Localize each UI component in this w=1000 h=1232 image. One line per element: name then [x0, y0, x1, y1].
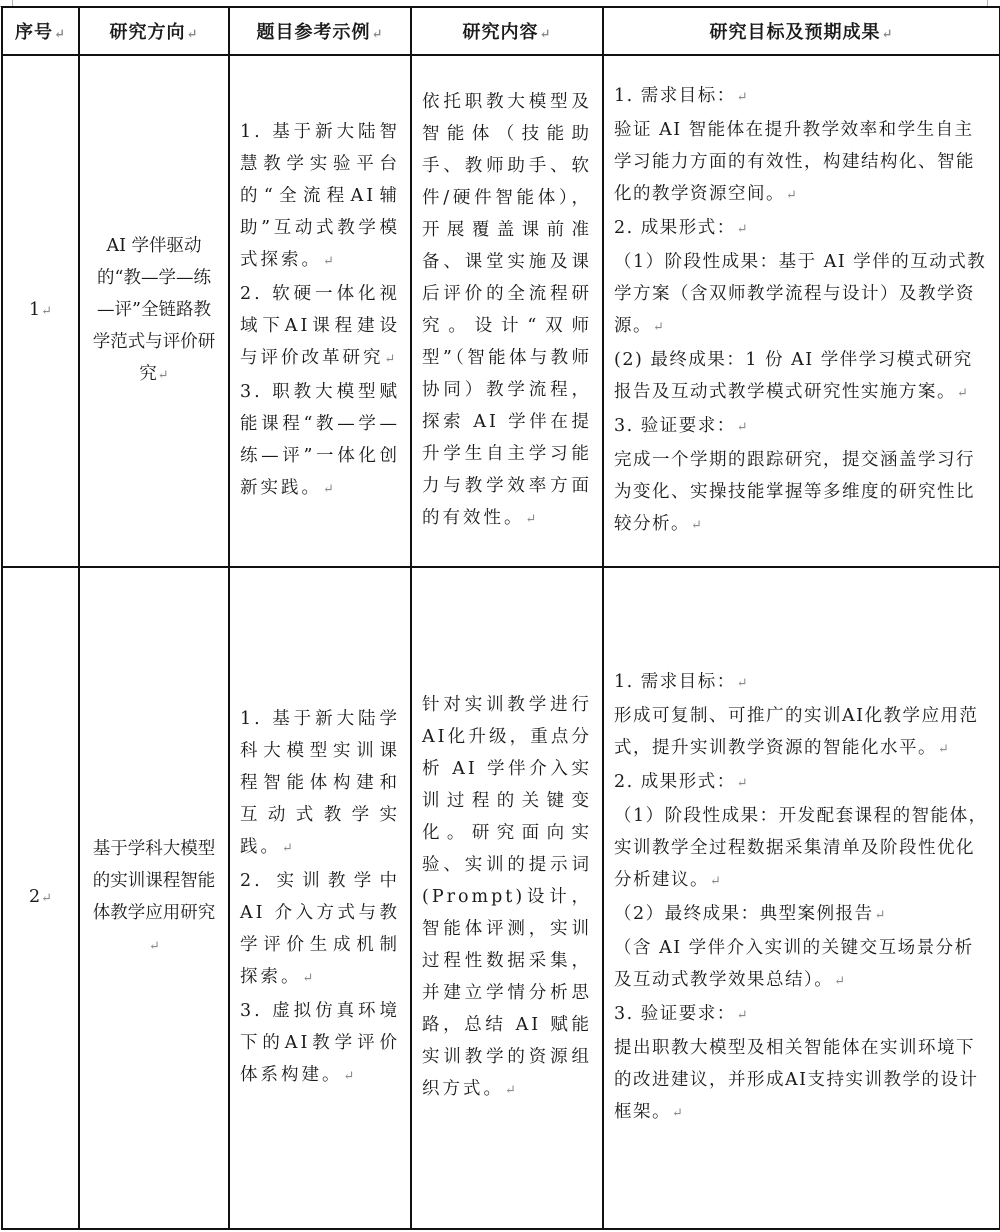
header-direction[interactable]: 研究方向↵	[79, 7, 229, 55]
paragraph-mark-icon: ↵	[323, 482, 337, 497]
paragraph-mark-icon: ↵	[653, 320, 666, 335]
goal-text	[614, 114, 989, 212]
paragraph-mark-icon: ↵	[41, 304, 53, 319]
text-run: 完成一个学期的跟踪研究，提交涵盖学习行为变化、实操技能掌握等多维度的研究性比较分析。	[614, 450, 975, 534]
topic-item	[240, 703, 400, 865]
topic-item	[240, 278, 400, 376]
paragraph-mark-icon: ↵	[672, 1106, 685, 1121]
goal-heading	[614, 666, 989, 700]
paragraph-mark-icon: ↵	[282, 841, 296, 856]
paragraph-mark-icon: ↵	[710, 874, 723, 889]
goal-text	[614, 898, 989, 932]
paragraph-mark-icon: ↵	[343, 1069, 358, 1084]
goal-heading	[614, 80, 989, 114]
text-run: 2. 软硬一体化视域下AI课程建设与评价改革研究	[240, 284, 400, 368]
paragraph-mark-icon: ↵	[736, 676, 750, 691]
goal-text	[614, 932, 989, 998]
header-topic-examples[interactable]: 题目参考示例↵	[229, 7, 411, 55]
paragraph-mark-icon: ↵	[736, 776, 750, 791]
paragraph-mark-icon: ↵	[691, 518, 704, 533]
paragraph-mark-icon: ↵	[736, 222, 750, 237]
topic-item	[240, 995, 400, 1093]
cell-topic-examples[interactable]	[229, 55, 411, 567]
paragraph-mark-icon: ↵	[525, 512, 540, 527]
paragraph-mark-icon: ↵	[957, 386, 970, 401]
text-run: 验证 AI 智能体在提升教学效率和学生自主学习能力方面的有效性，构建结构化、智能化的教学资源空间。	[614, 120, 975, 204]
text-run: （1）阶段性成果：基于 AI 学伴的互动式教学方案（含双师教学流程与设计）及教学资源。	[614, 252, 987, 336]
header-goals[interactable]: 研究目标及预期成果↵	[603, 7, 1000, 55]
topic-item	[240, 865, 400, 995]
paragraph-mark-icon: ↵	[505, 1083, 519, 1098]
paragraph-mark-icon: ↵	[874, 908, 888, 923]
text-run: 1. 需求目标：	[614, 672, 736, 692]
text-run: 2. 成果形式：	[614, 218, 736, 238]
paragraph-mark-icon: ↵	[786, 188, 799, 203]
goal-text	[614, 344, 989, 410]
table-row	[2, 55, 1000, 567]
paragraph-mark-icon: ↵	[736, 1008, 750, 1023]
goal-text	[614, 1032, 989, 1130]
text-run: 3. 验证要求：	[614, 1004, 736, 1024]
cell-direction[interactable]: 基于学科大模型的实训课程智能体教学应用研究↵	[79, 567, 229, 1229]
text-run: 3. 虚拟仿真环境下的AI教学评价体系构建。	[240, 1001, 400, 1085]
paragraph-mark-icon: ↵	[881, 27, 894, 42]
goal-heading	[614, 212, 989, 246]
goal-text	[614, 246, 989, 344]
cell-goals[interactable]	[603, 567, 1000, 1229]
header-number[interactable]: 序号↵	[2, 7, 79, 55]
paragraph-mark-icon: ↵	[736, 420, 750, 435]
paragraph-mark-icon: ↵	[54, 27, 66, 42]
goal-text	[614, 800, 989, 898]
paragraph-mark-icon: ↵	[371, 27, 384, 42]
goal-text	[614, 700, 989, 766]
text-run: 3. 验证要求：	[614, 416, 736, 436]
goal-heading	[614, 766, 989, 800]
goal-heading	[614, 998, 989, 1032]
paragraph-mark-icon: ↵	[938, 742, 951, 757]
table-row	[2, 567, 1000, 1229]
text-run: 形成可复制、可推广的实训AI化教学应用范式，提升实训教学资源的智能化水平。	[614, 706, 979, 758]
topic-item	[240, 116, 400, 278]
cell-goals[interactable]	[603, 55, 1000, 567]
cell-number[interactable]: 2↵	[2, 567, 79, 1229]
text-run: （1）阶段性成果：开发配套课程的智能体，实训教学全过程数据采集清单及阶段性优化分析建议。	[614, 806, 988, 890]
paragraph-mark-icon: ↵	[834, 974, 847, 989]
research-topics-table	[1, 6, 1000, 1230]
text-run: 2. 实训教学中 AI 介入方式与教学评价生成机制探索。	[240, 871, 400, 987]
goal-heading	[614, 410, 989, 444]
cell-content[interactable]: 依托职教大模型及智能体（技能助手、教师助手、软件/硬件智能体），开展覆盖课前准备、课堂实施及课后评价的全流程研究。设计“双师型”（智能体与教师协同）教学流程，探索 AI 学伴在提升学生自主学习能力与教学效率方面的有效性。↵	[411, 55, 603, 567]
text-run: （含 AI 学伴介入实训的关键交互场景分析及互动式教学效果总结）。	[614, 938, 974, 990]
cell-topic-examples[interactable]	[229, 567, 411, 1229]
text-run: 1. 基于新大陆学科大模型实训课程智能体构建和互动式教学实践。	[240, 709, 400, 857]
header-content[interactable]: 研究内容↵	[411, 7, 603, 55]
topic-item	[240, 376, 400, 506]
cell-number[interactable]: 1↵	[2, 55, 79, 567]
paragraph-mark-icon: ↵	[157, 368, 169, 383]
paragraph-mark-icon: ↵	[149, 939, 160, 954]
text-run: 提出职教大模型及相关智能体在实训环境下的改进建议，并形成AI支持实训教学的设计框架。	[614, 1038, 979, 1122]
cell-direction[interactable]: AI 学伴驱动的“教—学—练—评”全链路教学范式与评价研究↵	[79, 55, 229, 567]
paragraph-mark-icon: ↵	[41, 891, 53, 906]
text-run: （2）最终成果：典型案例报告	[614, 904, 874, 924]
text-run: 3. 职教大模型赋能课程“教—学—练—评”一体化创新实践。	[240, 382, 400, 498]
paragraph-mark-icon: ↵	[539, 27, 552, 42]
text-run: 2. 成果形式：	[614, 772, 736, 792]
paragraph-mark-icon: ↵	[186, 27, 199, 42]
goal-text	[614, 444, 989, 542]
text-run: 1. 需求目标：	[614, 86, 736, 106]
paragraph-mark-icon: ↵	[384, 352, 399, 367]
paragraph-mark-icon: ↵	[736, 90, 750, 105]
cell-content[interactable]: 针对实训教学进行AI化升级，重点分析 AI 学伴介入实训过程的关键变化。研究面向实验、实训的提示词(Prompt)设计，智能体评测，实训过程性数据采集，并建立学情分析思路，总结 AI 赋能实训教学的资源组织方式。↵	[411, 567, 603, 1229]
paragraph-mark-icon: ↵	[302, 971, 317, 986]
paragraph-mark-icon: ↵	[323, 254, 337, 269]
table-header-row	[2, 7, 1000, 55]
text-run: 1. 基于新大陆智慧教学实验平台的“全流程AI辅助”互动式教学模式探索。	[240, 122, 400, 270]
text-run: (2) 最终成果：1 份 AI 学伴学习模式研究报告及互动式教学模式研究性实施方案。	[614, 350, 973, 402]
